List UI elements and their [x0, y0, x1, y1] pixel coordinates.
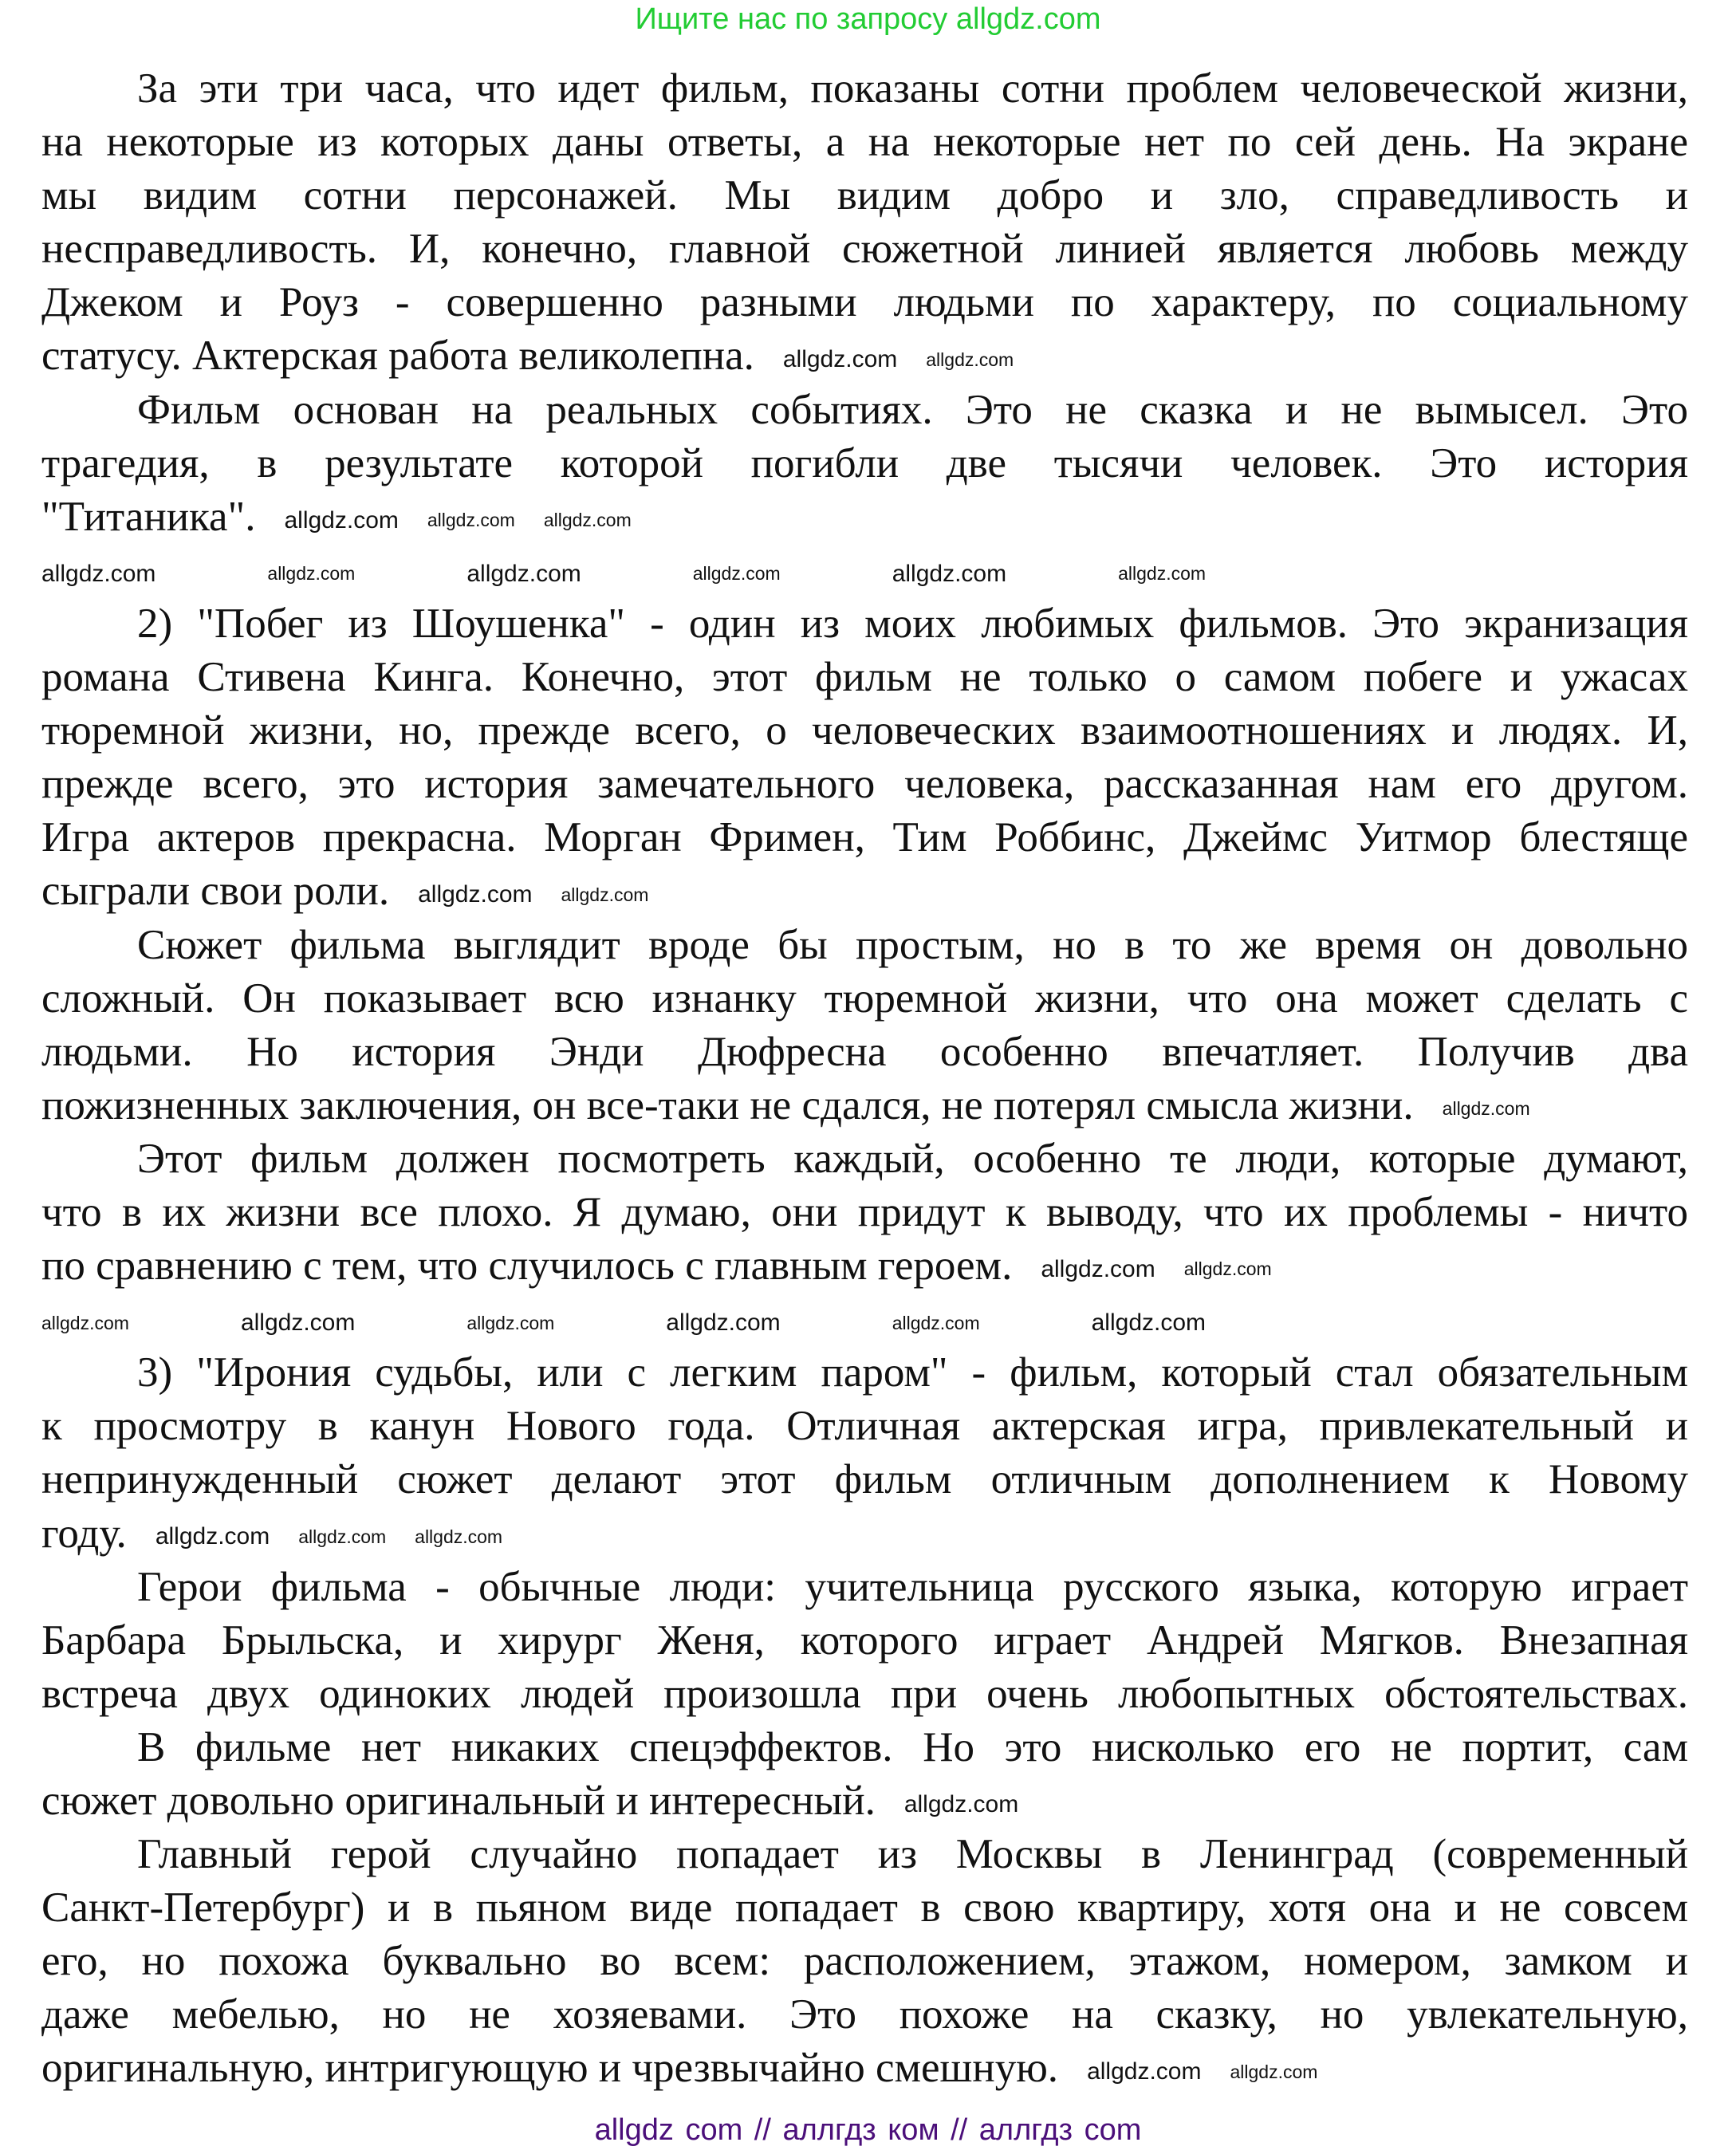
line-text: 3) "Ирония судьбы, или с легким паром" - фильм, который стал обязательным	[137, 1349, 1688, 1396]
watermark: allgdz.com	[267, 563, 356, 585]
watermark: allgdz.com	[892, 560, 1007, 587]
watermark: allgdz.com	[666, 1309, 781, 1336]
line-text: несправедливость. И, конечно, главной сюжетной линией является любовь между	[41, 226, 1688, 273]
line-text: сюжет довольно оригинальный и интересный.	[41, 1778, 876, 1824]
text-line	[41, 1239, 1688, 1293]
text-line	[41, 864, 1688, 918]
watermark: allgdz.com	[1087, 2058, 1202, 2085]
text-line	[41, 1026, 1688, 1079]
document-body	[41, 62, 1688, 2096]
text-line	[41, 1132, 1688, 1186]
watermark: allgdz.com	[1442, 1098, 1530, 1120]
watermark: allgdz.com	[427, 510, 515, 531]
line-text: Сюжет фильма выглядит вроде бы простым, но в то же время он довольно	[137, 921, 1688, 968]
text-line	[41, 1668, 1688, 1721]
line-text: тюремной жизни, но, прежде всего, о человеческих взаимоотношениях и людях. И,	[41, 707, 1688, 754]
line-text: встреча двух одиноких людей произошла при очень любопытных обстоятельствах.	[41, 1670, 1688, 1717]
line-text: людьми. Но история Энди Дюфресна особенно впечатляет. Получив два	[41, 1028, 1688, 1075]
line-text: его, но похожа буквально во всем: расположением, этажом, номером, замком и	[41, 1938, 1688, 1985]
line-text: статусу. Актерская работа великолепна.	[41, 333, 754, 380]
text-line	[41, 62, 1688, 116]
watermark: allgdz.com	[782, 346, 898, 373]
watermark: allgdz.com	[561, 884, 649, 905]
search-hint-header: Ищите нас по запросу allgdz.com	[635, 2, 1101, 36]
text-line	[41, 1186, 1688, 1239]
line-text: по сравнению с тем, что случилось с главным героем.	[41, 1242, 1013, 1290]
watermark: allgdz.com	[892, 1312, 980, 1333]
line-text: трагедия, в результате которой погибли две тысячи человек. Это история	[41, 439, 1688, 486]
text-line	[41, 1828, 1688, 1881]
text-line	[41, 704, 1688, 758]
watermark: allgdz.com	[415, 1526, 503, 1547]
watermark: allgdz.com	[543, 510, 632, 531]
blank-line	[41, 1293, 1688, 1346]
watermark: allgdz.com	[466, 1312, 555, 1333]
line-text: прежде всего, это история замечательного человека, рассказанная нам его другом.	[41, 761, 1688, 808]
text-line	[41, 1774, 1688, 1828]
line-text: оригинальную, интригующую и чрезвычайно смешную.	[41, 2045, 1059, 2092]
watermark: allgdz.com	[466, 560, 581, 587]
watermark: allgdz.com	[298, 1526, 387, 1547]
watermark: allgdz.com	[1091, 1309, 1207, 1336]
line-text: сыграли свои роли.	[41, 868, 390, 915]
watermark: allgdz.com	[155, 1523, 270, 1550]
text-line	[41, 972, 1688, 1026]
text-line	[41, 1881, 1688, 1935]
line-text: романа Стивена Кинга. Конечно, этот фильм не только о самом побеге и ужасах	[41, 654, 1688, 701]
text-line	[41, 1561, 1688, 1614]
text-line	[41, 384, 1688, 437]
text-line	[41, 222, 1688, 276]
line-text: Джеком и Роуз - совершенно разными людьми по характеру, по социальному	[41, 279, 1688, 326]
watermark: allgdz.com	[240, 1309, 356, 1336]
text-line	[41, 1346, 1688, 1400]
line-text: мы видим сотни персонажей. Мы видим добро и зло, справедливость и	[41, 172, 1688, 219]
text-line	[41, 1453, 1688, 1506]
line-text: Игра актеров прекрасна. Морган Фримен, Тим Роббинс, Джеймс Уитмор блестяще	[41, 814, 1688, 861]
line-text: Барбара Брыльска, и хирург Женя, которого играет Андрей Мягков. Внезапная	[41, 1616, 1688, 1664]
line-text: В фильме нет никаких спецэффектов. Но это нисколько его не портит, сам	[137, 1723, 1688, 1770]
watermark: allgdz.com	[1041, 1255, 1155, 1282]
line-text: сложный. Он показывает всю изнанку тюремной жизни, что она может сделать с	[41, 975, 1688, 1022]
watermark: allgdz.com	[418, 881, 533, 908]
line-text: 2) "Побег из Шоушенка" - один из моих любимых фильмов. Это экранизация	[137, 600, 1688, 647]
text-line	[41, 811, 1688, 864]
text-line	[41, 1079, 1688, 1132]
watermark: allgdz.com	[1118, 563, 1207, 585]
line-text: даже мебелью, но не хозяевами. Это похоже на сказку, но увлекательную,	[41, 1991, 1688, 2038]
line-text: Герои фильма - обычные люди: учительница русского языка, которую играет	[137, 1563, 1688, 1610]
watermark: allgdz.com	[1183, 1258, 1272, 1280]
text-line	[41, 169, 1688, 222]
text-line	[41, 116, 1688, 169]
watermark: allgdz.com	[1230, 2061, 1318, 2082]
watermark: allgdz.com	[41, 560, 156, 587]
watermark: allgdz.com	[284, 506, 399, 534]
watermark: allgdz.com	[903, 1790, 1019, 1817]
line-text: к просмотру в канун Нового года. Отличная актерская игра, привлекательный и	[41, 1403, 1688, 1450]
line-text: на некоторые из которых даны ответы, а на некоторые нет по сей день. На экране	[41, 119, 1688, 166]
text-line	[41, 1400, 1688, 1453]
line-text: Санкт-Петербург) и в пьяном виде попадает в свою квартиру, хотя она и не совсем	[41, 1884, 1688, 1932]
text-line	[41, 758, 1688, 811]
watermark: allgdz.com	[926, 348, 1014, 370]
line-text: Фильм основан на реальных событиях. Это не сказка и не вымысел. Это	[137, 386, 1688, 433]
line-text: году.	[41, 1510, 127, 1557]
line-text: что в их жизни все плохо. Я думаю, они придут к выводу, что их проблемы - ничто	[41, 1188, 1688, 1235]
text-line	[41, 276, 1688, 329]
text-line	[41, 490, 1688, 544]
text-line	[41, 1988, 1688, 2042]
text-line	[41, 919, 1688, 972]
text-line	[41, 437, 1688, 490]
blank-line	[41, 544, 1688, 597]
line-text: "Титаника".	[41, 493, 256, 540]
text-line	[41, 329, 1688, 383]
text-line	[41, 1721, 1688, 1774]
text-line	[41, 1507, 1688, 1561]
line-text: Главный герой случайно попадает из Москвы в Ленинград (современный	[137, 1831, 1688, 1878]
text-line	[41, 1614, 1688, 1668]
text-line	[41, 651, 1688, 704]
line-text: За эти три часа, что идет фильм, показаны сотни проблем человеческой жизни,	[137, 65, 1688, 112]
line-text: непринужденный сюжет делают этот фильм отличным дополнением к Новому	[41, 1456, 1688, 1503]
text-line	[41, 1935, 1688, 1988]
text-line	[41, 2042, 1688, 2095]
watermark: allgdz.com	[41, 1312, 129, 1333]
line-text: пожизненных заключения, он все-таки не сдался, не потерял смысла жизни.	[41, 1081, 1414, 1128]
line-text: Этот фильм должен посмотреть каждый, особенно те люди, которые думают,	[137, 1135, 1688, 1182]
footer-links: allgdz com // аллгдз ком // аллгдз com	[594, 2113, 1142, 2147]
watermark: allgdz.com	[692, 563, 781, 585]
text-line	[41, 597, 1688, 651]
